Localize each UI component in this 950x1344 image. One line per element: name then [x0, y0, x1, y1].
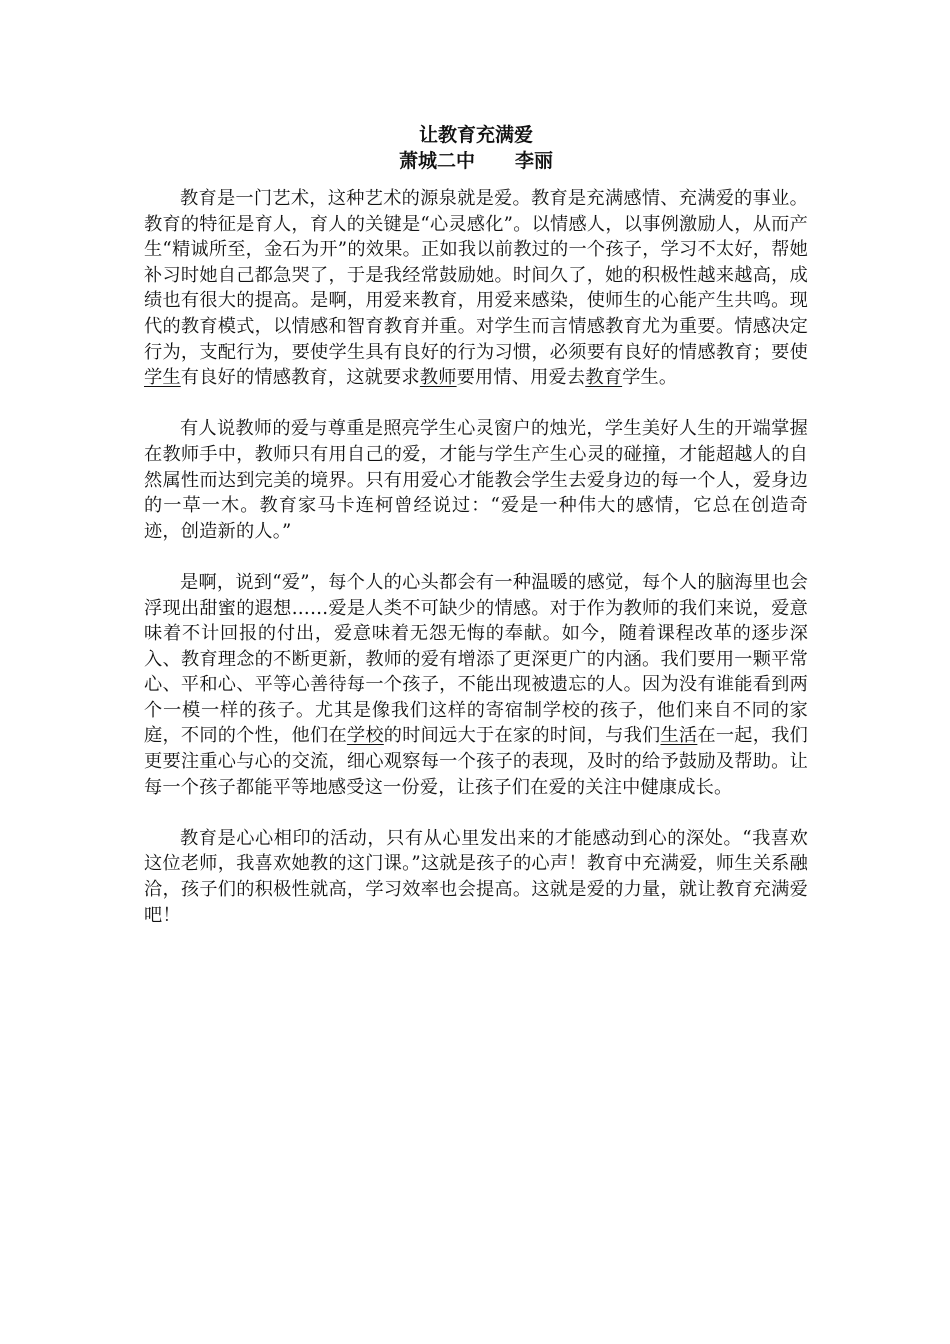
document-title: 让教育充满爱	[418, 124, 533, 146]
paragraph-text: 是啊，说到“爱”，每个人的心头都会有一种温暖的感觉，每个人的脑海里也会浮现出甜蜜的遐想……爱是人类不可缺少的情感。对于作为教师的我们来说，爱意味着不计回报的付出，爱意味着无怨无悔的奉献。如今，随着课程改革的逐步深入、教育理念的不断更新，教师的爱有增添了更深更广的内涵。我们要用一颗平常心、平和心、平等心善待每一个孩子，不能出现被遗忘的人。因为没有谁能看到两个一模一样的孩子。尤其是像我们这样的寄宿制学校的孩子，他们来自不同的家庭，不同的个性，他们在	[144, 571, 808, 747]
paragraph-text: 有人说教师的爱与尊重是照亮学生心灵窗户的烛光，学生美好人生的开端掌握在教师手中，教师只有用自己的爱，才能与学生产生心灵的碰撞，才能超越人的自然属性而达到完美的境界。只有用爱心才能教会学生去爱身边的每一个人，爱身边的一草一木。教育家马卡连柯曾经说过：“爱是一种伟大的感情，它总在创造奇迹，创造新的人。”	[144, 418, 808, 542]
paragraph-text: 的时间远大于在家的时间，与我们	[383, 725, 661, 747]
paragraph-4	[144, 826, 808, 928]
paragraph-text: 教育是心心相印的活动，只有从心里发出来的才能感动到心的深处。“我喜欢这位老师，我喜欢她教的这门课。”这就是孩子的心声！教育中充满爱，师生关系融洽，孩子们的积极性就高，学习效率也会提高。这就是爱的力量，就让教育充满爱吧！	[144, 827, 808, 926]
paragraph-3	[144, 570, 808, 800]
hyperlink-jiaoyu[interactable]: 教育	[585, 367, 623, 389]
author-line	[144, 148, 808, 174]
document-body	[144, 122, 808, 954]
paragraph-text: 学生。	[622, 367, 678, 389]
paragraph-text: 教育是一门艺术，这种艺术的源泉就是爱。教育是充满感情、充满爱的事业。教育的特征是育人，育人的关键是“心灵感化”。以情感人，以事例激励人，从而产生“精诚所至，金石为开”的效果。正如我以前教过的一个孩子，学习不太好，帮她补习时她自己都急哭了，于是我经常鼓励她。时间久了，她的积极性越来越高，成绩也有很大的提高。是啊，用爱来教育，用爱来感染，使师生的心能产生共鸣。现代的教育模式，以情感和智育教育并重。对学生而言情感教育尤为重要。情感决定行为，支配行为，要使学生具有良好的行为习惯，必须要有良好的情感教育；要使	[144, 188, 808, 363]
author-name: 李丽	[515, 150, 554, 172]
paragraph-text: 要用情、用爱去	[456, 367, 586, 389]
hyperlink-shenghuo[interactable]: 生活	[660, 725, 698, 747]
title-block	[144, 122, 808, 174]
paragraph-1	[144, 186, 808, 391]
hyperlink-xuesheng[interactable]: 学生	[144, 367, 181, 389]
author-school: 萧城二中	[398, 150, 475, 172]
paragraph-text: 有良好的情感教育，这就要求	[180, 367, 420, 389]
paragraph-2	[144, 416, 808, 544]
hyperlink-jiaoshi[interactable]: 教师	[419, 367, 457, 389]
paragraph-text: 在一起，我们更要注重心与心的交流，细心观察每一个孩子的表现，及时的给予鼓励及帮助。让每一个孩子都能平等地感受这一份爱，让孩子们在爱的关注中健康成长。	[144, 725, 808, 798]
hyperlink-xuexiao[interactable]: 学校	[346, 725, 384, 747]
